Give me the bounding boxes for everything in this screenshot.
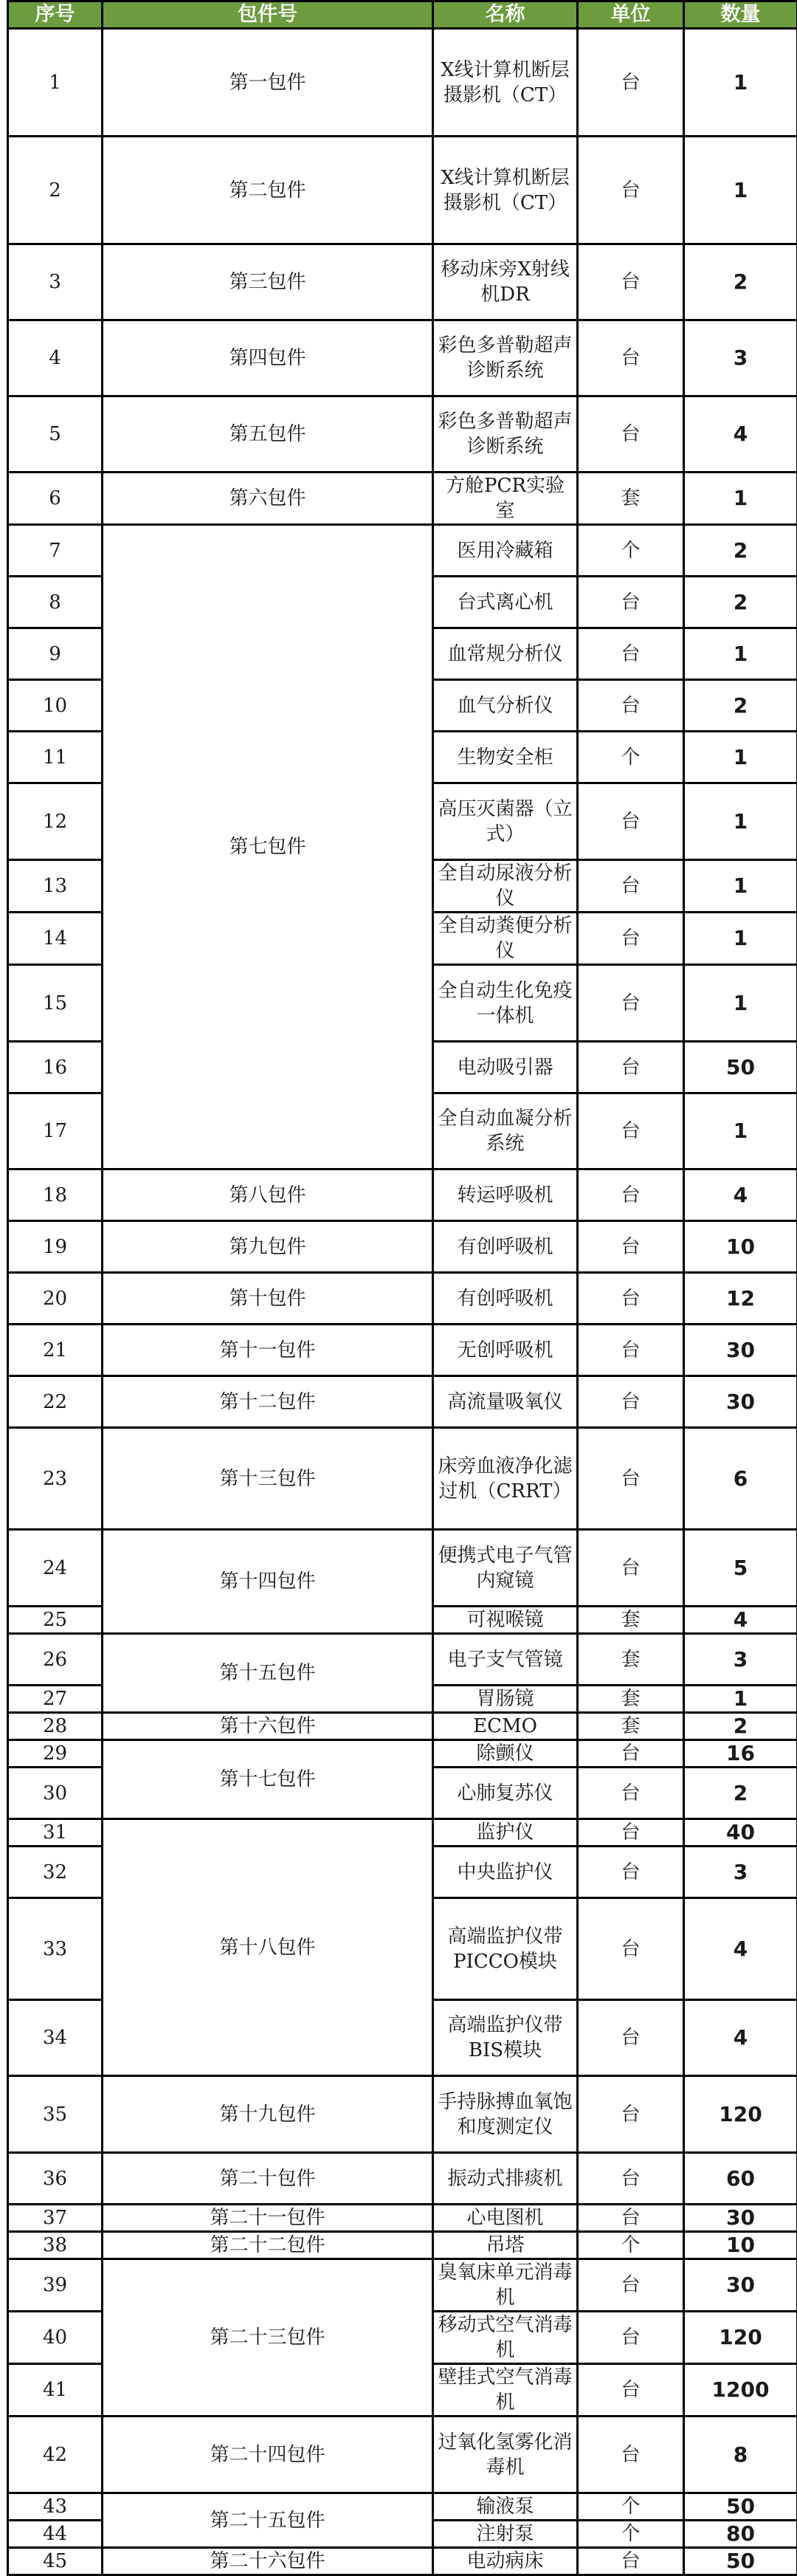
cell-serial: 17	[8, 1093, 103, 1169]
header-name: 名称	[433, 1, 578, 29]
cell-name: 全自动粪便分析仪	[433, 913, 578, 965]
cell-name: 可视喉镜	[433, 1607, 578, 1634]
header-quantity: 数量	[684, 1, 797, 29]
cell-unit: 台	[578, 1428, 684, 1530]
cell-serial: 21	[8, 1325, 103, 1376]
cell-serial: 30	[8, 1768, 103, 1819]
cell-unit: 台	[578, 2076, 684, 2153]
equipment-table	[7, 0, 797, 2576]
cell-serial: 3	[8, 244, 103, 320]
header-package: 包件号	[103, 1, 433, 29]
cell-quantity: 120	[684, 2312, 797, 2364]
cell-unit: 台	[578, 2259, 684, 2312]
cell-package: 第二十三包件	[103, 2259, 433, 2417]
cell-unit: 台	[578, 1847, 684, 1898]
cell-quantity: 12	[684, 1273, 797, 1325]
cell-package: 第八包件	[103, 1169, 433, 1221]
cell-quantity: 4	[684, 396, 797, 473]
cell-quantity: 50	[684, 1042, 797, 1093]
cell-unit: 台	[578, 2000, 684, 2076]
cell-unit: 台	[578, 244, 684, 320]
cell-quantity: 30	[684, 2205, 797, 2232]
table-row	[8, 2417, 797, 2493]
cell-serial: 12	[8, 783, 103, 860]
cell-serial: 4	[8, 320, 103, 396]
cell-quantity: 10	[684, 1221, 797, 1273]
cell-serial: 24	[8, 1530, 103, 1607]
cell-name: 无创呼吸机	[433, 1325, 578, 1376]
table-body	[8, 29, 797, 2575]
cell-serial: 14	[8, 913, 103, 965]
table-row	[8, 1634, 797, 1686]
cell-quantity: 30	[684, 1325, 797, 1376]
cell-serial: 43	[8, 2493, 103, 2521]
cell-package: 第十九包件	[103, 2076, 433, 2153]
table-row	[8, 2205, 797, 2232]
cell-quantity: 50	[684, 2548, 797, 2575]
cell-serial: 22	[8, 1376, 103, 1428]
cell-unit: 台	[578, 2312, 684, 2364]
cell-serial: 32	[8, 1847, 103, 1898]
cell-name: 高压灭菌器（立式）	[433, 783, 578, 860]
cell-unit: 套	[578, 1634, 684, 1686]
cell-serial: 44	[8, 2521, 103, 2548]
cell-serial: 7	[8, 525, 103, 577]
cell-package: 第三包件	[103, 244, 433, 320]
cell-package: 第十四包件	[103, 1530, 433, 1634]
cell-unit: 个	[578, 2521, 684, 2548]
cell-serial: 19	[8, 1221, 103, 1273]
cell-quantity: 3	[684, 320, 797, 396]
cell-unit: 台	[578, 1768, 684, 1819]
cell-package: 第二十一包件	[103, 2205, 433, 2232]
cell-unit: 套	[578, 473, 684, 525]
cell-name: 监护仪	[433, 1819, 578, 1847]
cell-unit: 台	[578, 860, 684, 913]
cell-name: 高端监护仪带BIS模块	[433, 2000, 578, 2076]
cell-name: 手持脉搏血氧饱和度测定仪	[433, 2076, 578, 2153]
cell-quantity: 50	[684, 2493, 797, 2521]
cell-name: 移动式空气消毒机	[433, 2312, 578, 2364]
cell-name: 血常规分析仪	[433, 628, 578, 680]
cell-name: 全自动血凝分析系统	[433, 1093, 578, 1169]
cell-package: 第十五包件	[103, 1634, 433, 1713]
cell-quantity: 1200	[684, 2364, 797, 2417]
table-row	[8, 2076, 797, 2153]
cell-serial: 9	[8, 628, 103, 680]
header-unit: 单位	[578, 1, 684, 29]
cell-quantity: 1	[684, 783, 797, 860]
cell-unit: 台	[578, 1740, 684, 1768]
cell-name: 全自动生化免疫一体机	[433, 965, 578, 1042]
cell-name: 移动床旁X射线机DR	[433, 244, 578, 320]
cell-package: 第四包件	[103, 320, 433, 396]
cell-package: 第六包件	[103, 473, 433, 525]
cell-unit: 个	[578, 525, 684, 577]
cell-unit: 台	[578, 1273, 684, 1325]
cell-package: 第二十六包件	[103, 2548, 433, 2575]
cell-unit: 台	[578, 1376, 684, 1428]
cell-unit: 台	[578, 1325, 684, 1376]
table-row	[8, 396, 797, 473]
cell-package: 第五包件	[103, 396, 433, 473]
cell-package: 第二十四包件	[103, 2417, 433, 2493]
cell-quantity: 1	[684, 732, 797, 783]
table-row	[8, 2259, 797, 2312]
cell-quantity: 4	[684, 2000, 797, 2076]
cell-unit: 台	[578, 783, 684, 860]
cell-name: 电动吸引器	[433, 1042, 578, 1093]
table-row	[8, 2548, 797, 2575]
cell-quantity: 2	[684, 1713, 797, 1740]
cell-serial: 23	[8, 1428, 103, 1530]
cell-quantity: 2	[684, 525, 797, 577]
cell-quantity: 1	[684, 1686, 797, 1713]
table-row	[8, 473, 797, 525]
cell-quantity: 1	[684, 860, 797, 913]
cell-quantity: 1	[684, 1093, 797, 1169]
cell-name: 心肺复苏仪	[433, 1768, 578, 1819]
cell-name: 台式离心机	[433, 577, 578, 628]
cell-unit: 套	[578, 1713, 684, 1740]
cell-name: 高端监护仪带PICCO模块	[433, 1898, 578, 2000]
cell-name: 有创呼吸机	[433, 1273, 578, 1325]
cell-serial: 8	[8, 577, 103, 628]
cell-name: 方舱PCR实验室	[433, 473, 578, 525]
cell-quantity: 3	[684, 1847, 797, 1898]
cell-quantity: 4	[684, 1169, 797, 1221]
cell-name: 转运呼吸机	[433, 1169, 578, 1221]
cell-package: 第十七包件	[103, 1740, 433, 1819]
cell-serial: 35	[8, 2076, 103, 2153]
cell-name: 全自动尿液分析仪	[433, 860, 578, 913]
cell-name: 心电图机	[433, 2205, 578, 2232]
cell-quantity: 120	[684, 2076, 797, 2153]
cell-name: 彩色多普勒超声诊断系统	[433, 396, 578, 473]
cell-unit: 台	[578, 965, 684, 1042]
cell-serial: 13	[8, 860, 103, 913]
cell-quantity: 16	[684, 1740, 797, 1768]
cell-name: 电子支气管镜	[433, 1634, 578, 1686]
cell-serial: 31	[8, 1819, 103, 1847]
table-row	[8, 1325, 797, 1376]
cell-serial: 39	[8, 2259, 103, 2312]
cell-name: 彩色多普勒超声诊断系统	[433, 320, 578, 396]
cell-quantity: 2	[684, 680, 797, 732]
cell-quantity: 1	[684, 965, 797, 1042]
cell-unit: 台	[578, 1093, 684, 1169]
cell-package: 第二包件	[103, 137, 433, 244]
table-row	[8, 244, 797, 320]
cell-quantity: 6	[684, 1428, 797, 1530]
cell-quantity: 1	[684, 137, 797, 244]
cell-quantity: 30	[684, 1376, 797, 1428]
cell-serial: 28	[8, 1713, 103, 1740]
table-row	[8, 1273, 797, 1325]
table-row	[8, 1740, 797, 1768]
cell-quantity: 2	[684, 1768, 797, 1819]
cell-unit: 个	[578, 732, 684, 783]
cell-name: X线计算机断层摄影机（CT）	[433, 137, 578, 244]
cell-quantity: 1	[684, 628, 797, 680]
cell-quantity: 4	[684, 1607, 797, 1634]
cell-name: 便携式电子气管内窥镜	[433, 1530, 578, 1607]
cell-serial: 33	[8, 1898, 103, 2000]
cell-unit: 台	[578, 2205, 684, 2232]
cell-quantity: 1	[684, 913, 797, 965]
cell-quantity: 40	[684, 1819, 797, 1847]
cell-serial: 15	[8, 965, 103, 1042]
cell-unit: 套	[578, 1686, 684, 1713]
cell-quantity: 5	[684, 1530, 797, 1607]
cell-package: 第七包件	[103, 525, 433, 1169]
cell-unit: 台	[578, 320, 684, 396]
cell-package: 第十二包件	[103, 1376, 433, 1428]
table-row	[8, 1713, 797, 1740]
cell-package: 第九包件	[103, 1221, 433, 1273]
cell-serial: 11	[8, 732, 103, 783]
table-row	[8, 1530, 797, 1607]
cell-serial: 34	[8, 2000, 103, 2076]
cell-unit: 台	[578, 1819, 684, 1847]
cell-serial: 25	[8, 1607, 103, 1634]
table-row	[8, 29, 797, 137]
cell-package: 第二十二包件	[103, 2232, 433, 2259]
cell-unit: 套	[578, 1607, 684, 1634]
cell-quantity: 10	[684, 2232, 797, 2259]
table-row	[8, 137, 797, 244]
cell-serial: 2	[8, 137, 103, 244]
cell-quantity: 1	[684, 473, 797, 525]
table-row	[8, 1428, 797, 1530]
cell-name: 除颤仪	[433, 1740, 578, 1768]
cell-name: 电动病床	[433, 2548, 578, 2575]
cell-serial: 10	[8, 680, 103, 732]
cell-unit: 台	[578, 2417, 684, 2493]
cell-serial: 40	[8, 2312, 103, 2364]
cell-name: 生物安全柜	[433, 732, 578, 783]
cell-serial: 41	[8, 2364, 103, 2417]
table-row	[8, 1376, 797, 1428]
cell-serial: 26	[8, 1634, 103, 1686]
cell-name: 血气分析仪	[433, 680, 578, 732]
table-row	[8, 525, 797, 577]
cell-name: 壁挂式空气消毒机	[433, 2364, 578, 2417]
cell-name: 振动式排痰机	[433, 2153, 578, 2205]
cell-unit: 台	[578, 2153, 684, 2205]
cell-name: 过氧化氢雾化消毒机	[433, 2417, 578, 2493]
cell-serial: 20	[8, 1273, 103, 1325]
table-row	[8, 2493, 797, 2521]
cell-package: 第十八包件	[103, 1819, 433, 2076]
cell-unit: 台	[578, 628, 684, 680]
cell-unit: 台	[578, 1221, 684, 1273]
cell-package: 第十六包件	[103, 1713, 433, 1740]
cell-serial: 16	[8, 1042, 103, 1093]
table-row	[8, 2153, 797, 2205]
cell-quantity: 4	[684, 1898, 797, 2000]
table-row	[8, 1221, 797, 1273]
cell-serial: 6	[8, 473, 103, 525]
cell-package: 第十三包件	[103, 1428, 433, 1530]
cell-quantity: 80	[684, 2521, 797, 2548]
cell-package: 第十一包件	[103, 1325, 433, 1376]
cell-unit: 台	[578, 680, 684, 732]
cell-name: 医用冷藏箱	[433, 525, 578, 577]
cell-serial: 29	[8, 1740, 103, 1768]
cell-serial: 36	[8, 2153, 103, 2205]
cell-quantity: 1	[684, 29, 797, 137]
cell-unit: 台	[578, 1898, 684, 2000]
table-row	[8, 2232, 797, 2259]
cell-name: X线计算机断层摄影机（CT）	[433, 29, 578, 137]
table-row	[8, 1819, 797, 1847]
cell-unit: 台	[578, 29, 684, 137]
cell-unit: 台	[578, 1169, 684, 1221]
cell-package: 第一包件	[103, 29, 433, 137]
cell-name: 吊塔	[433, 2232, 578, 2259]
cell-serial: 1	[8, 29, 103, 137]
cell-serial: 5	[8, 396, 103, 473]
cell-package: 第二十五包件	[103, 2493, 433, 2548]
cell-name: ECMO	[433, 1713, 578, 1740]
cell-package: 第二十包件	[103, 2153, 433, 2205]
header-serial: 序号	[8, 1, 103, 29]
cell-name: 注射泵	[433, 2521, 578, 2548]
cell-serial: 42	[8, 2417, 103, 2493]
table-row	[8, 1169, 797, 1221]
cell-name: 高流量吸氧仪	[433, 1376, 578, 1428]
header-row	[8, 1, 797, 29]
cell-unit: 台	[578, 396, 684, 473]
cell-unit: 台	[578, 137, 684, 244]
cell-unit: 台	[578, 913, 684, 965]
cell-unit: 台	[578, 2364, 684, 2417]
cell-quantity: 3	[684, 1634, 797, 1686]
cell-unit: 台	[578, 577, 684, 628]
table-row	[8, 320, 797, 396]
cell-quantity: 2	[684, 577, 797, 628]
cell-serial: 18	[8, 1169, 103, 1221]
cell-name: 输液泵	[433, 2493, 578, 2521]
cell-package: 第十包件	[103, 1273, 433, 1325]
cell-serial: 37	[8, 2205, 103, 2232]
cell-name: 臭氧床单元消毒机	[433, 2259, 578, 2312]
cell-serial: 27	[8, 1686, 103, 1713]
cell-serial: 38	[8, 2232, 103, 2259]
cell-quantity: 60	[684, 2153, 797, 2205]
cell-unit: 台	[578, 1530, 684, 1607]
cell-unit: 个	[578, 2493, 684, 2521]
cell-name: 床旁血液净化滤过机（CRRT）	[433, 1428, 578, 1530]
cell-unit: 个	[578, 2232, 684, 2259]
cell-name: 胃肠镜	[433, 1686, 578, 1713]
cell-quantity: 2	[684, 244, 797, 320]
cell-unit: 台	[578, 2548, 684, 2575]
cell-quantity: 8	[684, 2417, 797, 2493]
cell-name: 中央监护仪	[433, 1847, 578, 1898]
cell-serial: 45	[8, 2548, 103, 2575]
cell-name: 有创呼吸机	[433, 1221, 578, 1273]
cell-quantity: 30	[684, 2259, 797, 2312]
cell-unit: 台	[578, 1042, 684, 1093]
